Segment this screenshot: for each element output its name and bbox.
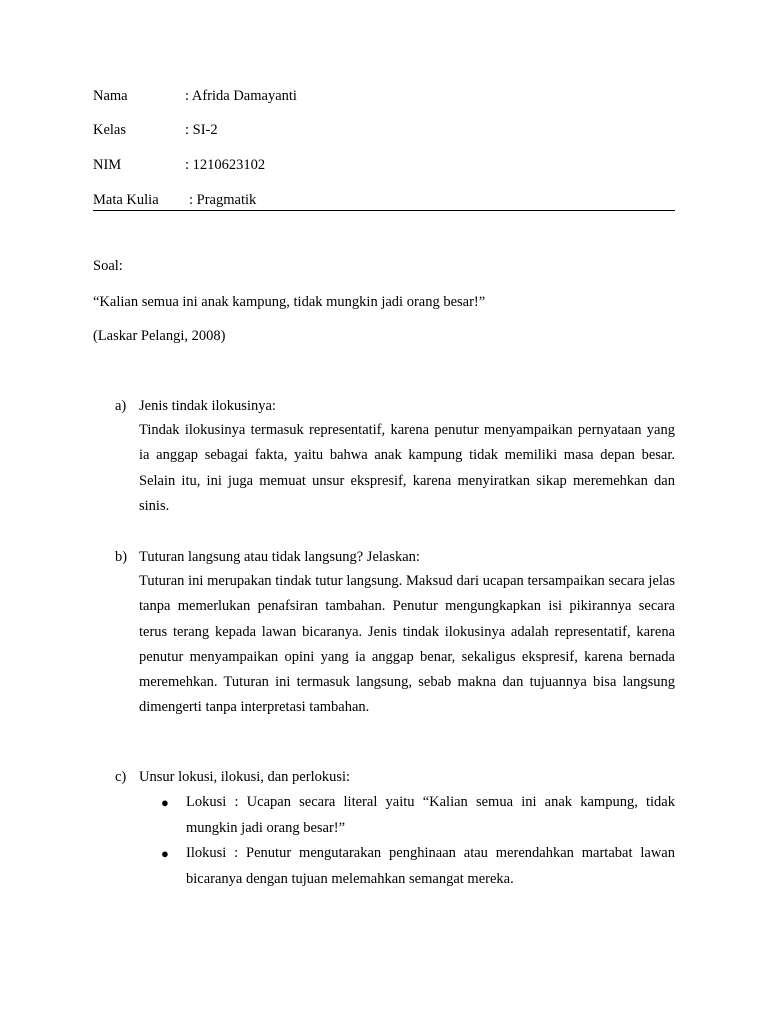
mata-kuliah-value: : Pragmatik [189, 192, 257, 208]
bullet-lokusi-text: Lokusi : Ucapan secara literal yaitu “Kalian semua ini anak kampung, tidak mungkin jadi orang besar!” [186, 794, 675, 836]
kelas-label: Kelas [93, 122, 127, 138]
answer-c-marker: c) [115, 769, 127, 785]
answer-b-title: Tuturan langsung atau tidak langsung? Jelaskan: [139, 549, 420, 565]
bullet-dot-icon: ● [161, 795, 169, 810]
document-page [93, 0, 675, 1024]
bullet-ilokusi-text: Ilokusi : Penutur mengutarakan penghinaan atau merendahkan martabat lawan bicaranya dengan tujuan melemahkan semangat mereka. [186, 845, 675, 887]
answer-a-marker: a) [115, 398, 127, 414]
soal-source: (Laskar Pelangi, 2008) [93, 328, 226, 344]
answer-b-body: Tuturan ini merupakan tindak tutur langsung. Maksud dari ucapan tersampaikan secara jelas tanpa memerlukan penafsiran tambahan. Penutur mengungkapkan isi pikirannya secara terus terang kepada lawan bicaranya. Jenis tindak ilokusinya adalah representatif, karena penutur menyampaikan opini yang ia anggap benar, sekaligus ekspresif, karena bernada meremehkan. Tuturan ini termasuk langsung, sebab makna dan tujuannya bisa langsung dimengerti tanpa interpretasi tambahan. [139, 573, 675, 716]
soal-quote: “Kalian semua ini anak kampung, tidak mungkin jadi orang besar!” [93, 294, 486, 310]
nama-value: : Afrida Damayanti [185, 88, 297, 104]
answer-a-body: Tindak ilokusinya termasuk representatif, karena penutur menyampaikan pernyataan yang ia anggap sebagai fakta, yaitu bahwa anak kampung tidak memiliki masa depan besar. Selain itu, ini juga memuat unsur ekspresif, karena menyiratkan sikap meremehkan dan sinis. [139, 422, 675, 514]
nim-label: NIM [93, 157, 122, 173]
nim-value: : 1210623102 [185, 157, 266, 173]
nama-label: Nama [93, 88, 128, 104]
bullet-dot-icon: ● [161, 846, 169, 861]
answer-a-title: Jenis tindak ilokusinya: [139, 398, 276, 414]
answer-b-marker: b) [115, 549, 128, 565]
soal-label: Soal: [93, 258, 123, 274]
kelas-value: : SI-2 [185, 122, 218, 138]
mata-kuliah-label: Mata Kulia [93, 192, 159, 208]
answer-c-title: Unsur lokusi, ilokusi, dan perlokusi: [139, 769, 351, 785]
header-divider [93, 210, 675, 211]
